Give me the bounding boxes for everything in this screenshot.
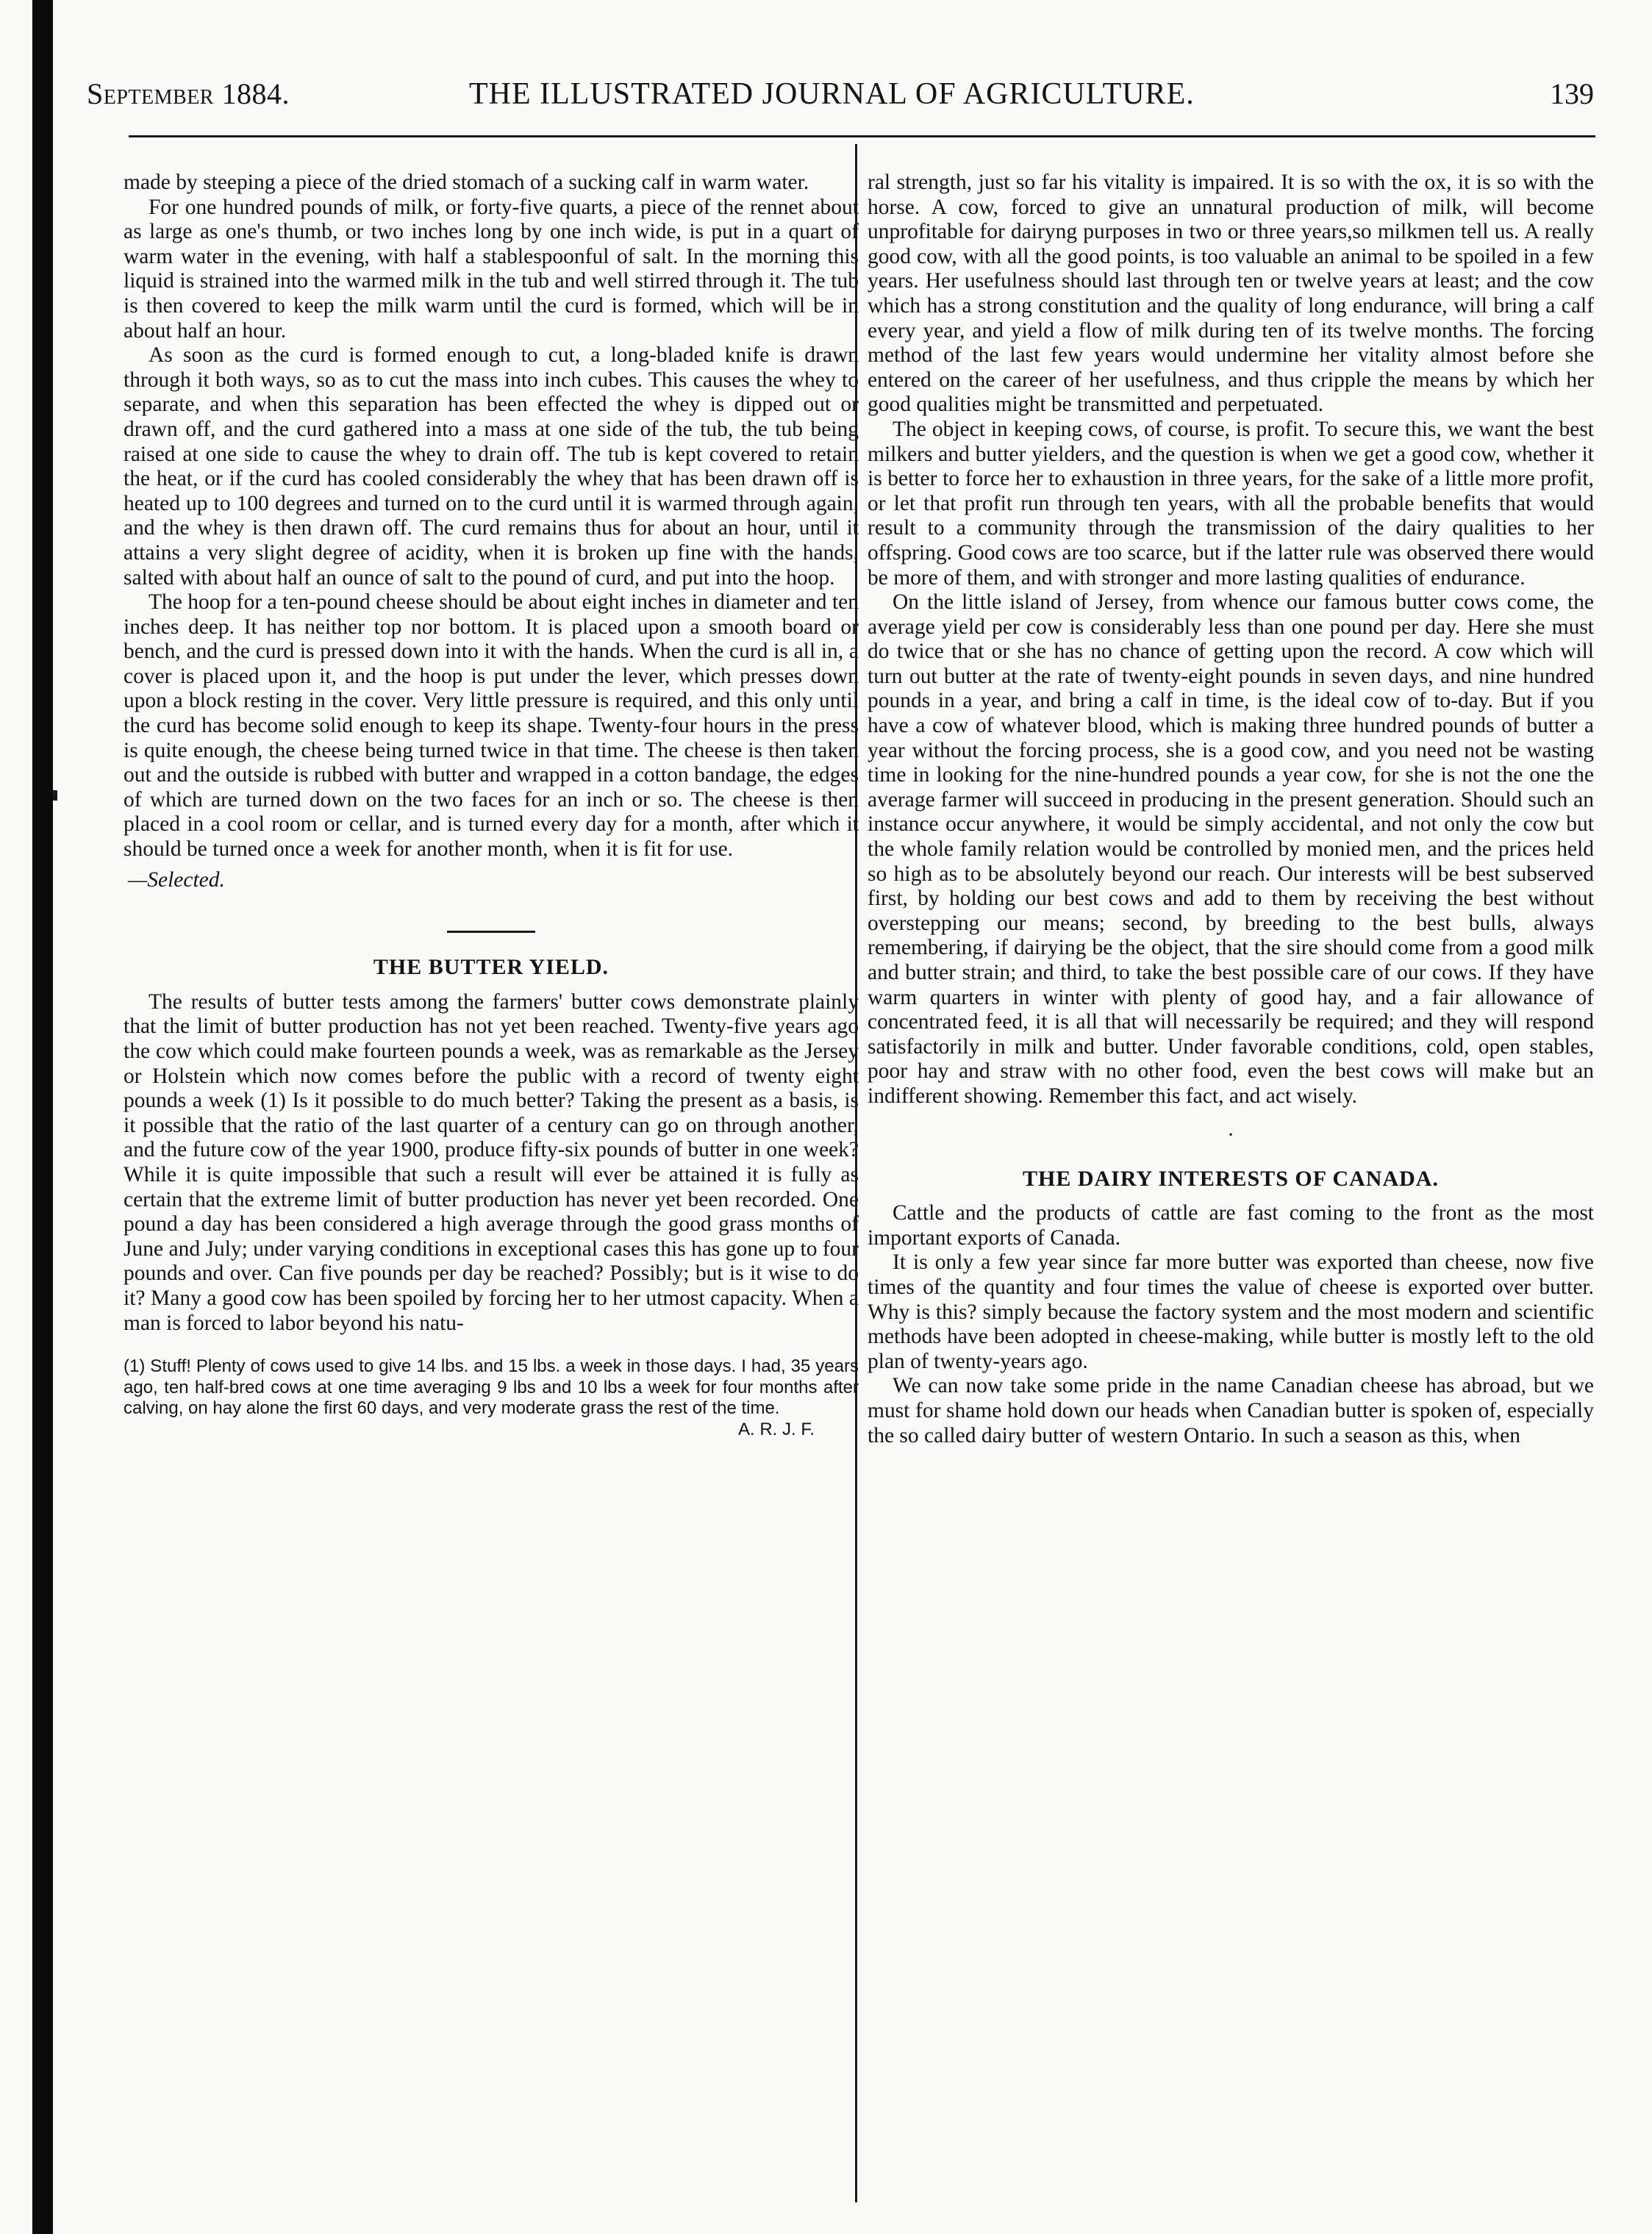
header-rule: [129, 135, 1595, 137]
page-number: 139: [1550, 77, 1594, 110]
signature: —Selected.: [128, 867, 225, 892]
footnote-signature: A. R. J. F.: [737, 1419, 815, 1439]
right-column: [868, 171, 1594, 1448]
section-heading-dairy-interests: THE DAIRY INTERESTS OF CANADA.: [1023, 1166, 1439, 1191]
paragraph: The hoop for a ten-pound cheese should be about eight inches in diameter and ten inches deep. It has neither top nor bottom. It is placed upon a smooth board or bench, and the curd is pressed down into it with the hands. When the curd is all in, a cover is placed upon it, and the hoop is put under the lever, which presses down upon a block resting in the cover. Very little pressure is required, and this only until the curd has become solid enough to keep its shape. Twenty-four hours in the press is quite enough, the cheese being turned twice in that time. The cheese is then taken out and the outside is rubbed with butter and wrapped in a cotton bandage, the edges of which are turned down on the two faces for an inch or so. The cheese is then placed in a cool room or cellar, and is turned every day for a month, after which it should be turned once a week for another month, when it is fit for use.: [124, 590, 859, 862]
paragraph: Cattle and the products of cattle are fast coming to the front as the most important exports of Canada.: [868, 1201, 1594, 1250]
paragraph: ral strength, just so far his vitality is impaired. It is so with the ox, it is so with the horse. A cow, forced to give an unnatural production of milk, will become unprofitable for dairyng purposes in two or three years,so milkmen tell us. A really good cow, with all the good points, is too valuable an animal to be spoiled in a few years. Her usefulness should last through ten or twelve years at least; and the cow which has a strong constitution and the quality of long endurance, will bring a calf every year, and yield a flow of milk during ten of its twelve months. The forcing method of the last few years would undermine her vitality almost before she entered on the career of her usefulness, and thus cripple the means by which her good qualities might be transmitted and perpetuated.: [868, 171, 1594, 417]
scan-edge-bar: [32, 0, 53, 2234]
paragraph: On the little island of Jersey, from whence our famous butter cows come, the average yield per cow is considerably less than one pound per day. Here she must do twice that or she has no chance of getting upon the record. A cow which will turn out butter at the rate of twenty-eight pounds in seven days, and nine hundred pounds in a year, and bring a calf in time, is the ideal cow of to-day. But if you have a cow of whatever blood, which is making three hundred pounds of butter a year without the forcing process, she is a good cow, and you need not be wasting time in looking for the nine-hundred pounds a year cow, for she is not the one the average farmer will succeed in producing in the present generation. Should such an instance occur anywhere, it would be simply accidental, and not only the cow but the whole family relation would be controlled by monied men, and the prices held so high as to be absolutely beyond our reach. Our interests will be best subserved first, by holding our best cows and add to them by receiving the best without overstepping our means; second, by breeding to the best bulls, always remembering, if dairying be the object, that the sire should come from a good milk and butter strain; and third, to take the best possible care of our cows. If they have warm quarters in winter with plenty of good hay, and a fair allowance of concentrated feed, it is all that will necessarily be required; and they will respond satisfactorily in milk and butter. Under favorable conditions, cold, open stables, poor hay and straw with no other food, even the best cows will make but an indifferent showing. Remember this fact, and act wisely.: [868, 590, 1594, 1108]
paragraph: It is only a few year since far more butter was exported than cheese, now five times of the quantity and four times the value of cheese is exported over butter. Why is this? simply because the factory system and the most modern and scientific methods have been adopted in cheese-making, while butter is mostly left to the old plan of twenty-years ago.: [868, 1250, 1594, 1373]
separator-dot: ·: [1227, 1123, 1234, 1147]
paragraph: made by steeping a piece of the dried stomach of a sucking calf in warm water.: [124, 171, 809, 194]
paragraph: The results of butter tests among the farmers' butter cows demonstrate plainly that the limit of butter production has not yet been reached. Twenty-five years ago the cow which could make fourteen pounds a week, was as remarkable as the Jersey or Holstein which now comes before the public with a record of twenty eight pounds a week (1) Is it possible to do much better? Taking the present as a basis, is it possible that the ratio of the last quarter of a century can go on through another, and the future cow of the year 1900, produce fifty-six pounds of butter in one week? While it is quite impossible that such a result will ever be attained it is fully as certain that the extreme limit of butter production has never yet been recorded. One pound a day has been considered a high average through the good grass months of June and July; under varying conditions in exceptional cases this has gone up to four pounds and over. Can five pounds per day be reached? Possibly; but is it wise to do it? Many a good cow has been spoiled by forcing her to her utmost capacity. When a man is forced to labor beyond his natu-: [124, 989, 859, 1335]
paragraph: As soon as the curd is formed enough to cut, a long-bladed knife is drawn through it both ways, so as to cut the mass into inch cubes. This causes the whey to separate, and when this separation has been effected the whey is dipped out or drawn off, and the curd gathered into a mass at one side of the tub, the tub being raised at one side to cause the whey to drain off. The tub is kept covered to retain the heat, or if the curd has cooled considerably the whey that has been drawn off is heated up to 100 degrees and turned on to the curd until it is warmed through again, and the whey is then drawn off. The curd remains thus for about an hour, until it attains a very slight degree of acidity, when it is broken up fine with the hands, salted with about half an ounce of salt to the pound of curd, and put into the hoop.: [124, 343, 859, 590]
page-header: [87, 72, 1594, 116]
left-column: [124, 171, 859, 1440]
paragraph: The object in keeping cows, of course, is profit. To secure this, we want the best milkers and butter yielders, and the question is when we get a good cow, whether it is better to force her to exhaustion in three years, for the sake of a little more profit, or let that profit run through ten years, with all the probable benefits that would result to a community through the transmission of the dairy qualities to her offspring. Good cows are too scarce, but if the latter rule was observed there would be more of them, and with stronger and more lasting qualities of endurance.: [868, 417, 1594, 590]
journal-title: THE ILLUSTRATED JOURNAL OF AGRICULTURE.: [469, 77, 1195, 111]
section-rule: [447, 931, 535, 933]
footnote-text: (1) Stuff! Plenty of cows used to give 14 lbs. and 15 lbs. a week in those days. I had, 35 years ago, ten half-bred cows at one time averaging 9 lbs and 10 lbs a week for four months after calving, on hay alone the first 60 days, and very moderate grass the rest of the time.: [124, 1356, 859, 1419]
footnote: [124, 1356, 859, 1439]
paragraph: For one hundred pounds of milk, or forty-five quarts, a piece of the rennet about as large as one's thumb, or two inches long by one inch wide, is put in a quart of warm water in the evening, with half a stablespoonful of salt. In the morning this liquid is strained into the warmed milk in the tub and well stirred through it. The tub is then covered to keep the milk warm until the curd is formed, which will be in about half an hour.: [124, 195, 859, 343]
paragraph: We can now take some pride in the name Canadian cheese has abroad, but we must for shame hold down our heads when Canadian butter is spoken of, especially the so called dairy butter of western Ontario. In such a season as this, when: [868, 1374, 1594, 1447]
header-date: September 1884.: [87, 77, 290, 110]
scan-fleck: [53, 790, 57, 801]
section-heading-butter-yield: THE BUTTER YIELD.: [373, 955, 609, 980]
